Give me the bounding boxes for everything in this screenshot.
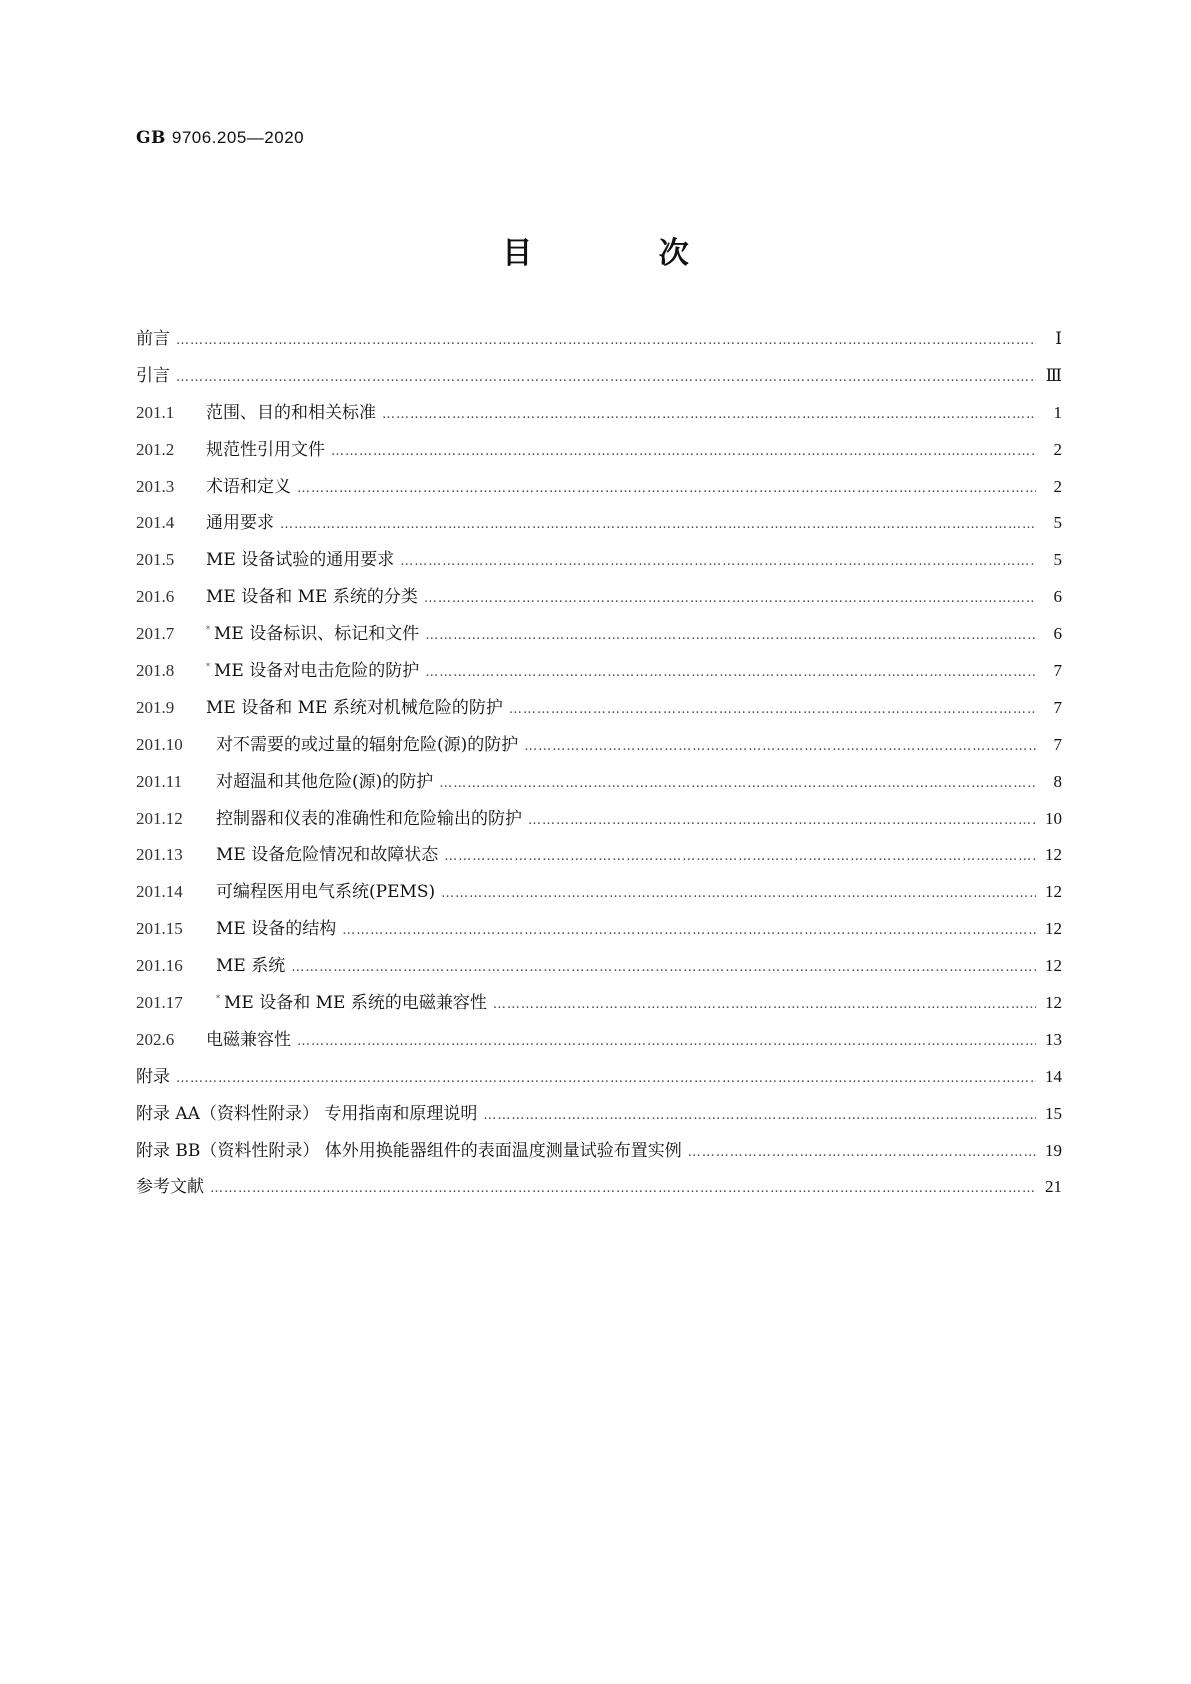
- standard-number: 9706.205—2020: [171, 128, 305, 147]
- toc-entry-page: 2: [1053, 439, 1062, 459]
- toc-entry-number: 201.7: [136, 624, 175, 644]
- toc-entry-page: 7: [1053, 697, 1062, 717]
- toc-entry-label: 附录 AA（资料性附录） 专用指南和原理说明: [136, 1103, 478, 1124]
- toc-entry[interactable]: [136, 582, 1062, 619]
- toc-entry-number: 201.11: [136, 771, 183, 791]
- toc-entry-label: 附录 BB（资料性附录） 体外用换能器组件的表面温度测量试验布置实例: [136, 1140, 682, 1161]
- toc-entry-label: 通用要求: [206, 513, 274, 534]
- toc-entry-text: [206, 508, 280, 533]
- toc-entry[interactable]: [136, 1025, 1062, 1062]
- toc-entry-label: ME 设备标识、标记和文件: [214, 624, 420, 645]
- toc-entry[interactable]: [136, 1062, 1062, 1099]
- toc-entry-number: 201.8: [136, 661, 175, 681]
- toc-entry-label: ME 设备试验的通用要求: [206, 550, 395, 571]
- toc-leader-dots: [280, 517, 1036, 532]
- toc-entry-page: 12: [1045, 882, 1062, 902]
- toc-entry-page: Ⅰ: [1055, 329, 1062, 348]
- toc-entry-page: 15: [1045, 1103, 1062, 1123]
- toc-entry-page: 12: [1045, 919, 1062, 939]
- toc-entry[interactable]: [136, 730, 1062, 767]
- toc-entry-page: 21: [1045, 1177, 1062, 1197]
- toc-entry-page: 12: [1045, 845, 1062, 865]
- toc-entry-text: [136, 361, 176, 386]
- toc-entry-page: 13: [1045, 1029, 1062, 1049]
- toc-entry-page: 2: [1053, 476, 1062, 496]
- toc-entry[interactable]: [136, 398, 1062, 435]
- toc-entry-number: 201.5: [136, 550, 175, 570]
- toc-entry-label: ME 设备的结构: [216, 919, 337, 940]
- toc-entry[interactable]: [136, 767, 1062, 804]
- toc-entry-page: 6: [1053, 587, 1062, 607]
- toc-leader-dots: [176, 1071, 1036, 1086]
- toc-entry-label: 可编程医用电气系统(PEMS): [216, 882, 436, 903]
- toc-entry-number: 201.14: [136, 882, 183, 902]
- toc-entry-label: ME 设备危险情况和故障状态: [216, 845, 439, 866]
- toc-entry-label: 范围、目的和相关标准: [206, 402, 376, 423]
- toc-leader-dots: [688, 1145, 1036, 1160]
- toc-entry-page: 5: [1053, 513, 1062, 533]
- toc-entry-number: 201.3: [136, 476, 175, 496]
- toc-entry-label: ME 设备和 ME 系统的分类: [206, 587, 418, 608]
- toc-entry-text: [206, 435, 331, 460]
- toc-leader-dots: [424, 591, 1036, 606]
- table-of-contents: [136, 324, 1062, 1209]
- toc-entry-text: [216, 988, 493, 1013]
- toc-entry-page: 8: [1053, 771, 1062, 791]
- toc-entry-text: [206, 545, 400, 570]
- toc-entry-text: [206, 398, 382, 423]
- toc-entry[interactable]: [136, 656, 1062, 693]
- toc-entry[interactable]: [136, 877, 1062, 914]
- toc-entry-page: 10: [1045, 808, 1062, 828]
- toc-entry[interactable]: [136, 435, 1062, 472]
- toc-entry-label: 参考文献: [136, 1177, 204, 1198]
- toc-leader-dots: [509, 702, 1036, 717]
- toc-entry-number: 201.1: [136, 402, 175, 422]
- toc-entry[interactable]: [136, 1099, 1062, 1136]
- toc-entry-label: 电磁兼容性: [206, 1029, 291, 1050]
- toc-leader-dots: [297, 1034, 1036, 1049]
- toc-entry-text: [136, 1136, 688, 1161]
- toc-entry-mark: *: [206, 625, 210, 635]
- toc-entry-text: [206, 693, 509, 718]
- toc-entry-text: [216, 877, 441, 902]
- toc-entry-text: [216, 767, 439, 792]
- toc-leader-dots: [528, 813, 1036, 828]
- toc-entry-text: [136, 1099, 483, 1124]
- toc-entry-number: 202.6: [136, 1029, 175, 1049]
- toc-entry-label: ME 系统: [216, 956, 286, 977]
- toc-entry-page: 7: [1053, 661, 1062, 681]
- toc-leader-dots: [176, 370, 1036, 385]
- toc-entry-number: 201.15: [136, 919, 183, 939]
- toc-entry-number: 201.4: [136, 513, 175, 533]
- toc-entry[interactable]: [136, 472, 1062, 509]
- toc-leader-dots: [342, 923, 1036, 938]
- toc-entry[interactable]: [136, 1136, 1062, 1173]
- toc-entry-text: [136, 324, 176, 349]
- toc-entry-page: 12: [1045, 993, 1062, 1013]
- toc-leader-dots: [291, 960, 1036, 975]
- toc-leader-dots: [400, 554, 1036, 569]
- standard-prefix: GB: [136, 128, 166, 148]
- toc-leader-dots: [483, 1108, 1036, 1123]
- toc-entry[interactable]: [136, 508, 1062, 545]
- toc-entry[interactable]: [136, 545, 1062, 582]
- toc-entry[interactable]: [136, 988, 1062, 1025]
- toc-entry-number: 201.10: [136, 734, 183, 754]
- toc-leader-dots: [441, 886, 1036, 901]
- toc-entry-page: 14: [1045, 1066, 1062, 1086]
- toc-entry-text: [216, 951, 291, 976]
- toc-entry-label: ME 设备和 ME 系统对机械危险的防护: [206, 697, 503, 718]
- toc-entry[interactable]: [136, 361, 1062, 398]
- toc-entry-label: 引言: [136, 365, 170, 386]
- toc-entry[interactable]: [136, 324, 1062, 361]
- toc-leader-dots: [210, 1181, 1036, 1196]
- toc-entry[interactable]: [136, 693, 1062, 730]
- toc-entry[interactable]: [136, 951, 1062, 988]
- toc-leader-dots: [493, 997, 1036, 1012]
- toc-entry-label: 控制器和仪表的准确性和危险输出的防护: [216, 808, 522, 829]
- toc-entry-page: 19: [1045, 1140, 1062, 1160]
- toc-entry[interactable]: [136, 619, 1062, 656]
- toc-entry-page: 7: [1053, 734, 1062, 754]
- toc-entry-page: 6: [1053, 624, 1062, 644]
- toc-title: 目 次: [502, 236, 747, 271]
- toc-entry-label: 对不需要的或过量的辐射危险(源)的防护: [216, 734, 519, 755]
- toc-leader-dots: [297, 481, 1036, 496]
- toc-entry-text: [206, 619, 425, 644]
- toc-entry-text: [216, 730, 524, 755]
- toc-entry-label: 附录: [136, 1066, 170, 1087]
- toc-entry-number: 201.13: [136, 845, 183, 865]
- toc-entry[interactable]: [136, 804, 1062, 841]
- toc-entry-label: 对超温和其他危险(源)的防护: [216, 771, 434, 792]
- toc-entry-page: Ⅲ: [1045, 365, 1062, 385]
- toc-entry-text: [136, 1172, 210, 1197]
- toc-entry-label: 规范性引用文件: [206, 439, 325, 460]
- toc-entry[interactable]: [136, 914, 1062, 951]
- toc-entry-text: [206, 582, 424, 607]
- toc-entry-number: 201.2: [136, 439, 175, 459]
- toc-leader-dots: [176, 333, 1036, 348]
- toc-entry-text: [136, 1062, 176, 1087]
- toc-entry[interactable]: [136, 1172, 1062, 1209]
- toc-entry-mark: *: [216, 994, 220, 1004]
- toc-entry-number: 201.16: [136, 956, 183, 976]
- toc-entry-text: [216, 840, 444, 865]
- toc-entry-number: 201.9: [136, 697, 175, 717]
- toc-leader-dots: [425, 665, 1036, 680]
- toc-entry-number: 201.12: [136, 808, 183, 828]
- toc-entry-label: ME 设备对电击危险的防护: [214, 661, 420, 682]
- toc-entry-label: 前言: [136, 329, 170, 349]
- toc-entry-label: 术语和定义: [206, 476, 291, 497]
- toc-entry-text: [206, 1025, 297, 1050]
- toc-entry-text: [206, 656, 425, 681]
- toc-entry-text: [216, 804, 528, 829]
- toc-entry[interactable]: [136, 840, 1062, 877]
- toc-entry-text: [206, 472, 297, 497]
- toc-leader-dots: [331, 444, 1036, 459]
- toc-entry-page: 12: [1045, 956, 1062, 976]
- toc-entry-mark: *: [206, 662, 210, 672]
- toc-entry-page: 1: [1053, 402, 1062, 422]
- toc-entry-label: ME 设备和 ME 系统的电磁兼容性: [224, 993, 487, 1014]
- toc-leader-dots: [439, 776, 1036, 791]
- toc-entry-text: [216, 914, 342, 939]
- document-code: [136, 128, 304, 148]
- toc-entry-number: 201.6: [136, 587, 175, 607]
- toc-entry-page: 5: [1053, 550, 1062, 570]
- toc-entry-number: 201.17: [136, 993, 183, 1013]
- toc-leader-dots: [524, 739, 1036, 754]
- toc-leader-dots: [425, 628, 1036, 643]
- toc-leader-dots: [382, 407, 1036, 422]
- toc-leader-dots: [444, 849, 1036, 864]
